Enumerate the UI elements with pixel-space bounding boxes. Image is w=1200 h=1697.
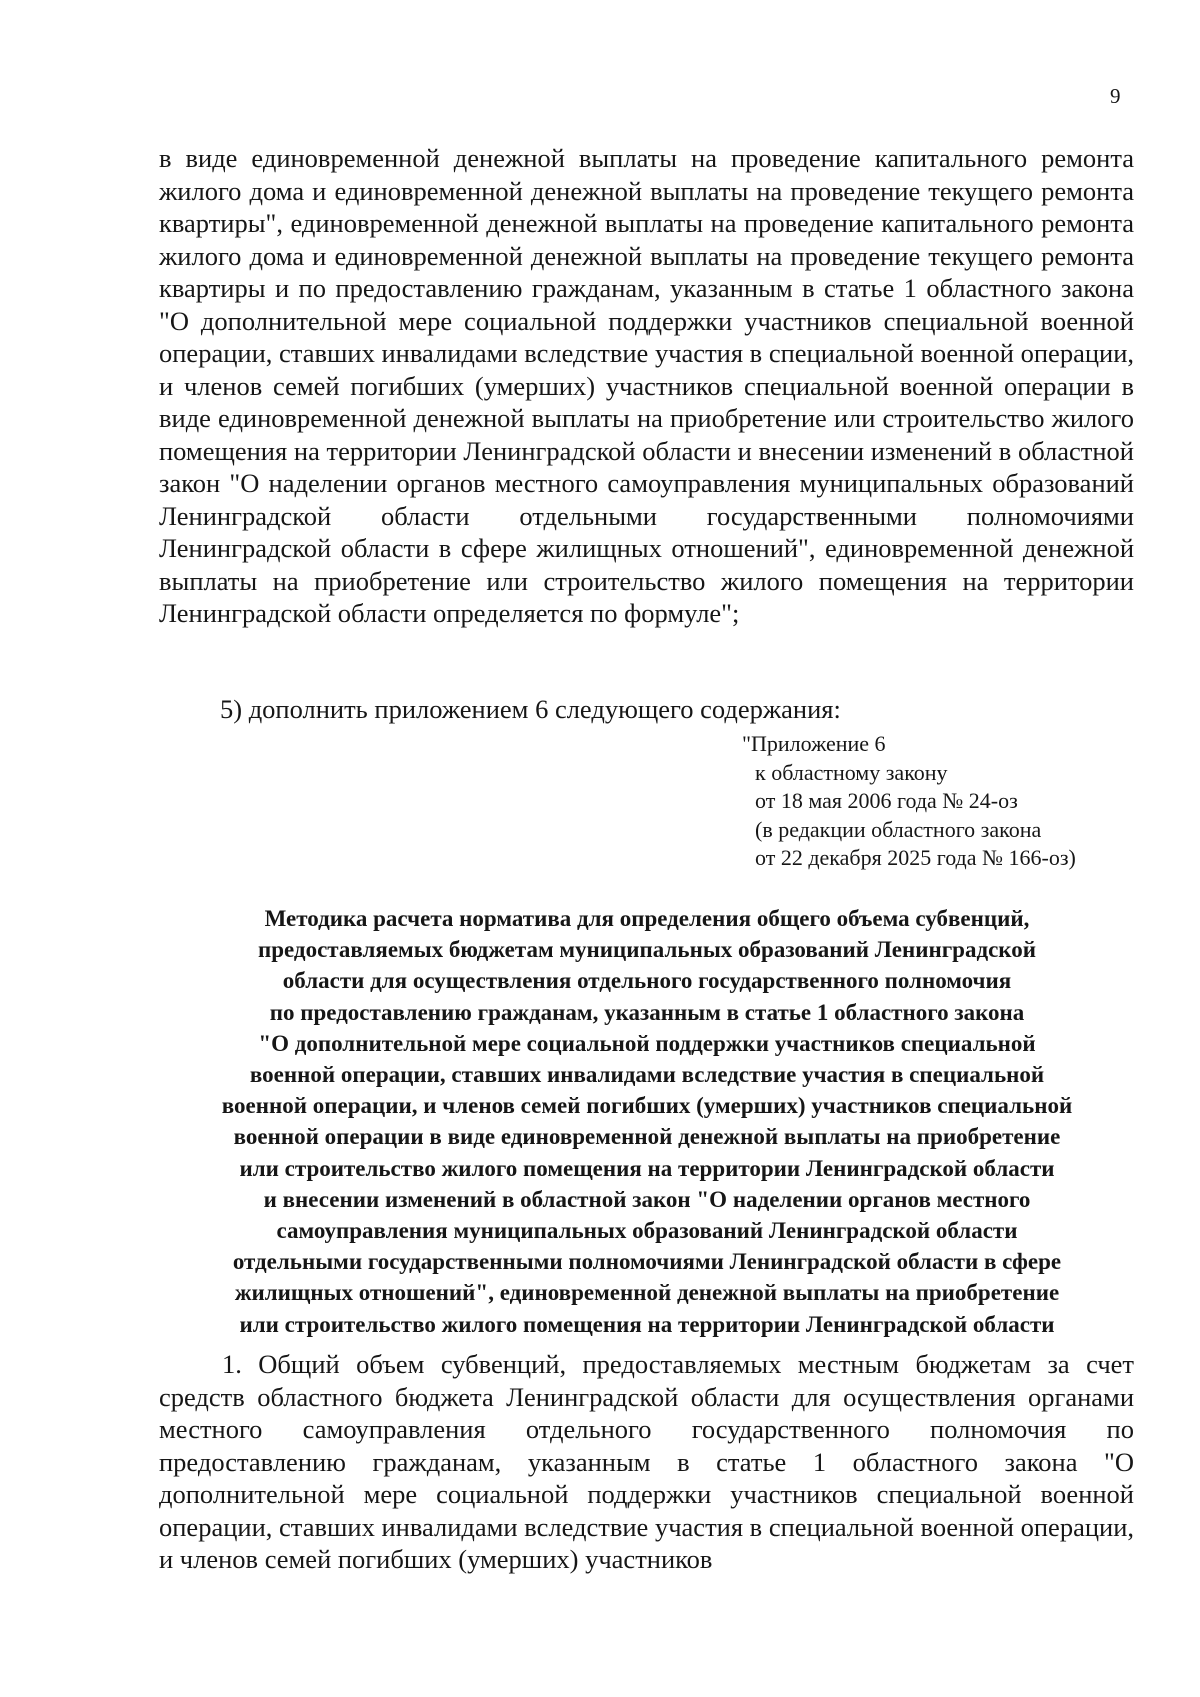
title-line: самоуправления муниципальных образований Ленинградской области xyxy=(276,1218,1018,1244)
appendix-edition-date: от 22 декабря 2025 года № 166-оз) xyxy=(755,845,1076,870)
amendment-item-5: 5) дополнить приложением 6 следующего содержания: xyxy=(220,694,841,724)
page-number: 9 xyxy=(1110,84,1121,108)
title-line: или строительство жилого помещения на территории Ленинградской области xyxy=(239,1311,1055,1337)
title-line: предоставляемых бюджетам муниципальных образований Ленинградской xyxy=(257,937,1037,963)
title-line: военной операции, ставших инвалидами вследствие участия в специальной xyxy=(249,1062,1045,1088)
appendix-edition-reference: (в редакции областного закона xyxy=(755,816,1042,842)
title-line: Методика расчета норматива для определения общего объема субвенций, xyxy=(264,906,1030,931)
appendix-law-reference: к областному закону xyxy=(755,759,948,785)
title-line: "О дополнительной мере социальной поддержки участников специальной xyxy=(258,1030,1036,1056)
title-line: и внесении изменений в областной закон "О наделении органов местного xyxy=(263,1186,1031,1212)
title-line: отдельными государственными полномочиями Ленинградской области в сфере xyxy=(232,1249,1062,1275)
title-line: области для осуществления отдельного государственного полномочия xyxy=(282,968,1012,994)
appendix-header xyxy=(742,730,1142,873)
title-line: военной операции в виде единовременной денежной выплаты на приобретение xyxy=(233,1124,1061,1150)
title-line: жилищных отношений", единовременной денежной выплаты на приобретение xyxy=(234,1280,1060,1306)
title-line: по предоставлению гражданам, указанным в статье 1 областного закона xyxy=(269,999,1025,1025)
intro-paragraph: в виде единовременной денежной выплаты на проведение капитального ремонта жилого дома и единовременной денежной выплаты на проведение текущего ремонта квартиры", единовременной денежной выплаты на проведение капитального ремонта жилого дома и единовременной денежной выплаты на проведение текущего ремонта квартиры и по предоставлению гражданам, указанным в статье 1 областного закона "О дополнительной мере социальной поддержки участников специальной военной операции, ставших инвалидами вследствие участия в специальной военной операции, и членов семей погибших (умерших) участников специальной военной операции в виде единовременной денежной выплаты на приобретение или строительство жилого помещения на территории Ленинградской области и внесении изменений в областной закон "О наделении органов местного самоуправления муниципальных образований Ленинградской области отдельными государственными полномочиями Ленинградской области в сфере жилищных отношений", единовременной денежной выплаты на приобретение или строительство жилого помещения на территории Ленинградской области определяется по формуле"; xyxy=(159,143,1134,628)
appendix-law-date: от 18 мая 2006 года № 24-оз xyxy=(755,788,1018,813)
title-line: военной операции, и членов семей погибших (умерших) участников специальной xyxy=(221,1093,1073,1119)
title-line: или строительство жилого помещения на территории Ленинградской области xyxy=(239,1155,1055,1181)
paragraph-1: 1. Общий объем субвенций, предоставляемых местным бюджетам за счет средств областного бюджета Ленинградской области для осуществления органами местного самоуправления отдельного государственного полномочия по предоставлению гражданам, указанным в статье 1 областного закона "О дополнительной мере социальной поддержки участников специальной военной операции, ставших инвалидами вследствие участия в специальной военной операции, и членов семей погибших (умерших) участников xyxy=(159,1349,1134,1574)
methodology-title xyxy=(150,903,1144,1340)
appendix-title: "Приложение 6 xyxy=(742,731,886,756)
